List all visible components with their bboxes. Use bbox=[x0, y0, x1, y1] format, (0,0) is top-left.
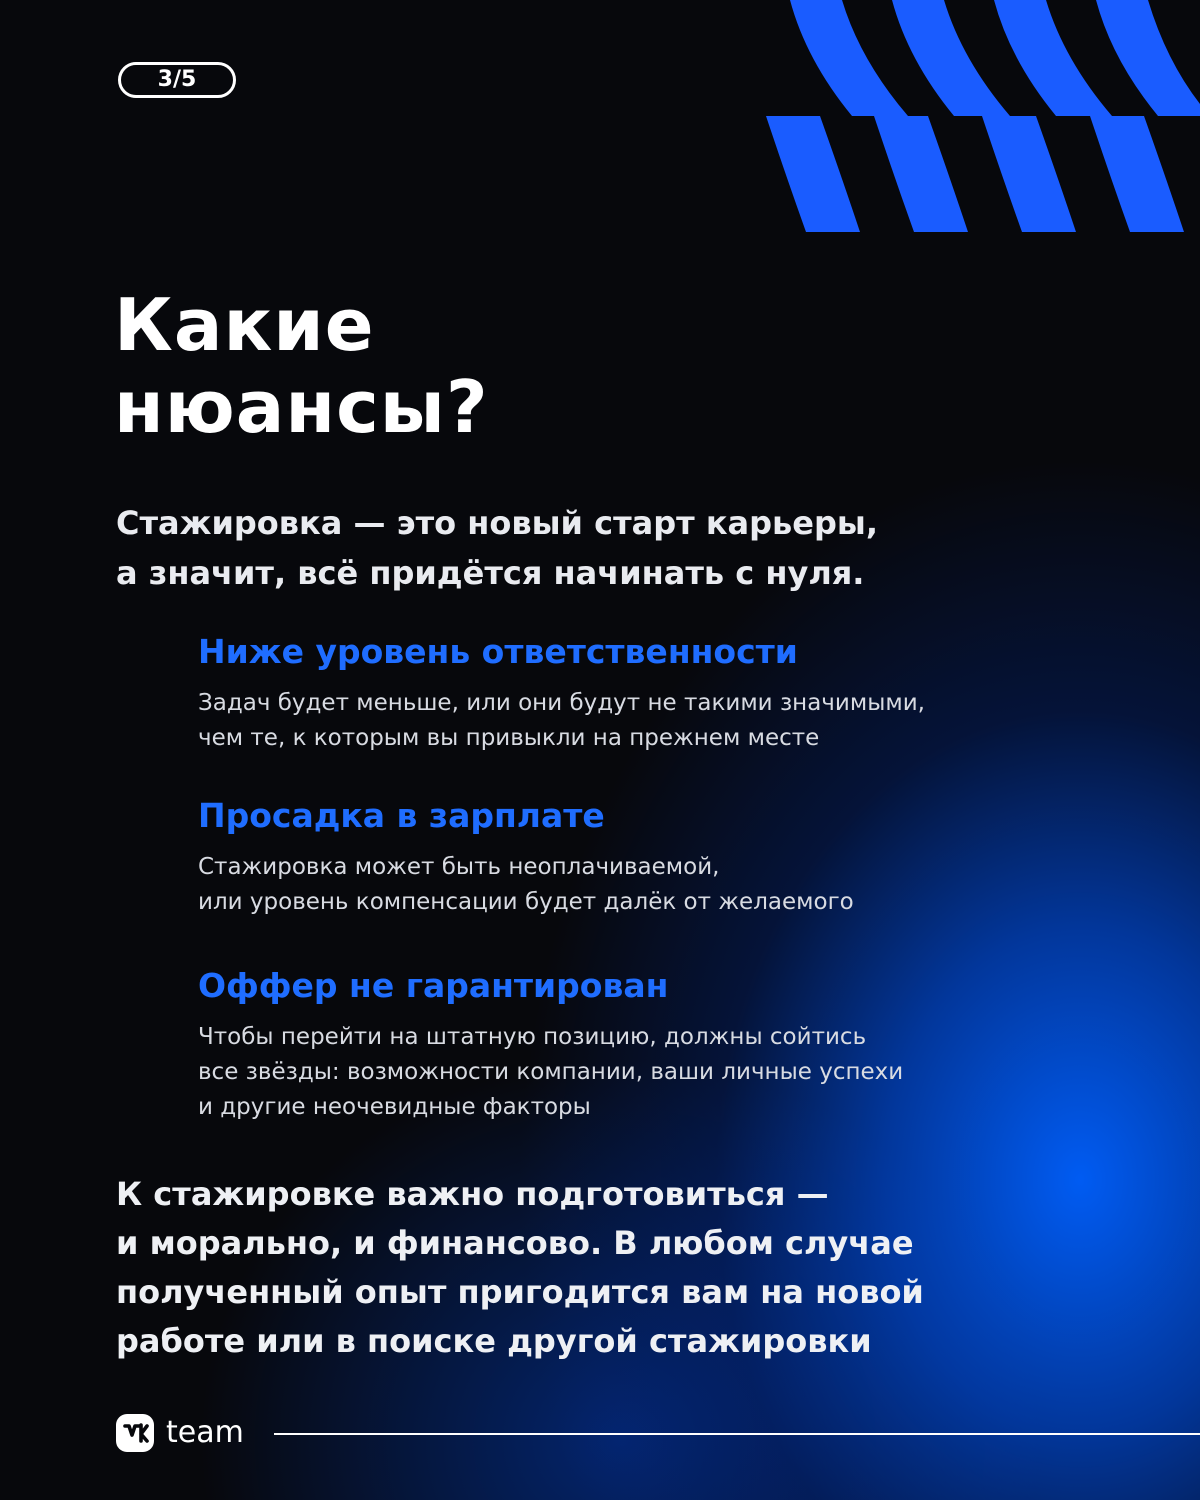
nuance-heading: Ниже уровень ответственности bbox=[198, 632, 798, 671]
page-title bbox=[114, 284, 814, 448]
brand-name: team bbox=[166, 1415, 244, 1450]
nuance-description-line: и другие неочевидные факторы bbox=[198, 1094, 591, 1120]
nuance-description-line: Задач будет меньше, или они будут не такими значимыми, bbox=[198, 690, 925, 716]
conclusion-line: работе или в поиске другой стажировки bbox=[116, 1322, 872, 1360]
title-line: Какие bbox=[114, 283, 375, 367]
conclusion-line: и морально, и финансово. В любом случае bbox=[116, 1224, 914, 1262]
title-line: нюансы? bbox=[114, 365, 489, 449]
footer-divider bbox=[274, 1433, 1200, 1435]
conclusion-line: полученный опыт пригодится вам на новой bbox=[116, 1273, 924, 1311]
nuance-heading: Просадка в зарплате bbox=[198, 796, 605, 835]
nuance-description bbox=[198, 686, 1098, 756]
conclusion-line: К стажировке важно подготовиться — bbox=[116, 1175, 829, 1213]
footer bbox=[116, 1412, 1200, 1456]
nuance-item-responsibility bbox=[198, 628, 1098, 756]
nuance-description-line: Стажировка может быть неоплачиваемой, bbox=[198, 854, 720, 880]
nuance-heading: Оффер не гарантирован bbox=[198, 966, 669, 1005]
nuance-description-line: все звёзды: возможности компании, ваши личные успехи bbox=[198, 1059, 904, 1085]
nuance-item-salary bbox=[198, 792, 1098, 920]
conclusion-paragraph bbox=[116, 1170, 1116, 1366]
intro-line: Стажировка — это новый старт карьеры, bbox=[116, 504, 878, 542]
intro-paragraph bbox=[116, 498, 1096, 598]
nuance-description bbox=[198, 1020, 1098, 1125]
nuance-description-line: Чтобы перейти на штатную позицию, должны сойтись bbox=[198, 1024, 867, 1050]
nuance-description-line: чем те, к которым вы привыкли на прежнем месте bbox=[198, 725, 820, 751]
decorative-stripes bbox=[0, 0, 1200, 240]
nuance-description-line: или уровень компенсации будет далёк от желаемого bbox=[198, 889, 854, 915]
page-counter-badge: 3/5 bbox=[118, 62, 236, 98]
nuance-description bbox=[198, 850, 1098, 920]
nuance-item-offer bbox=[198, 962, 1098, 1125]
intro-line: а значит, всё придётся начинать с нуля. bbox=[116, 554, 865, 592]
vk-logo-icon bbox=[116, 1414, 154, 1452]
